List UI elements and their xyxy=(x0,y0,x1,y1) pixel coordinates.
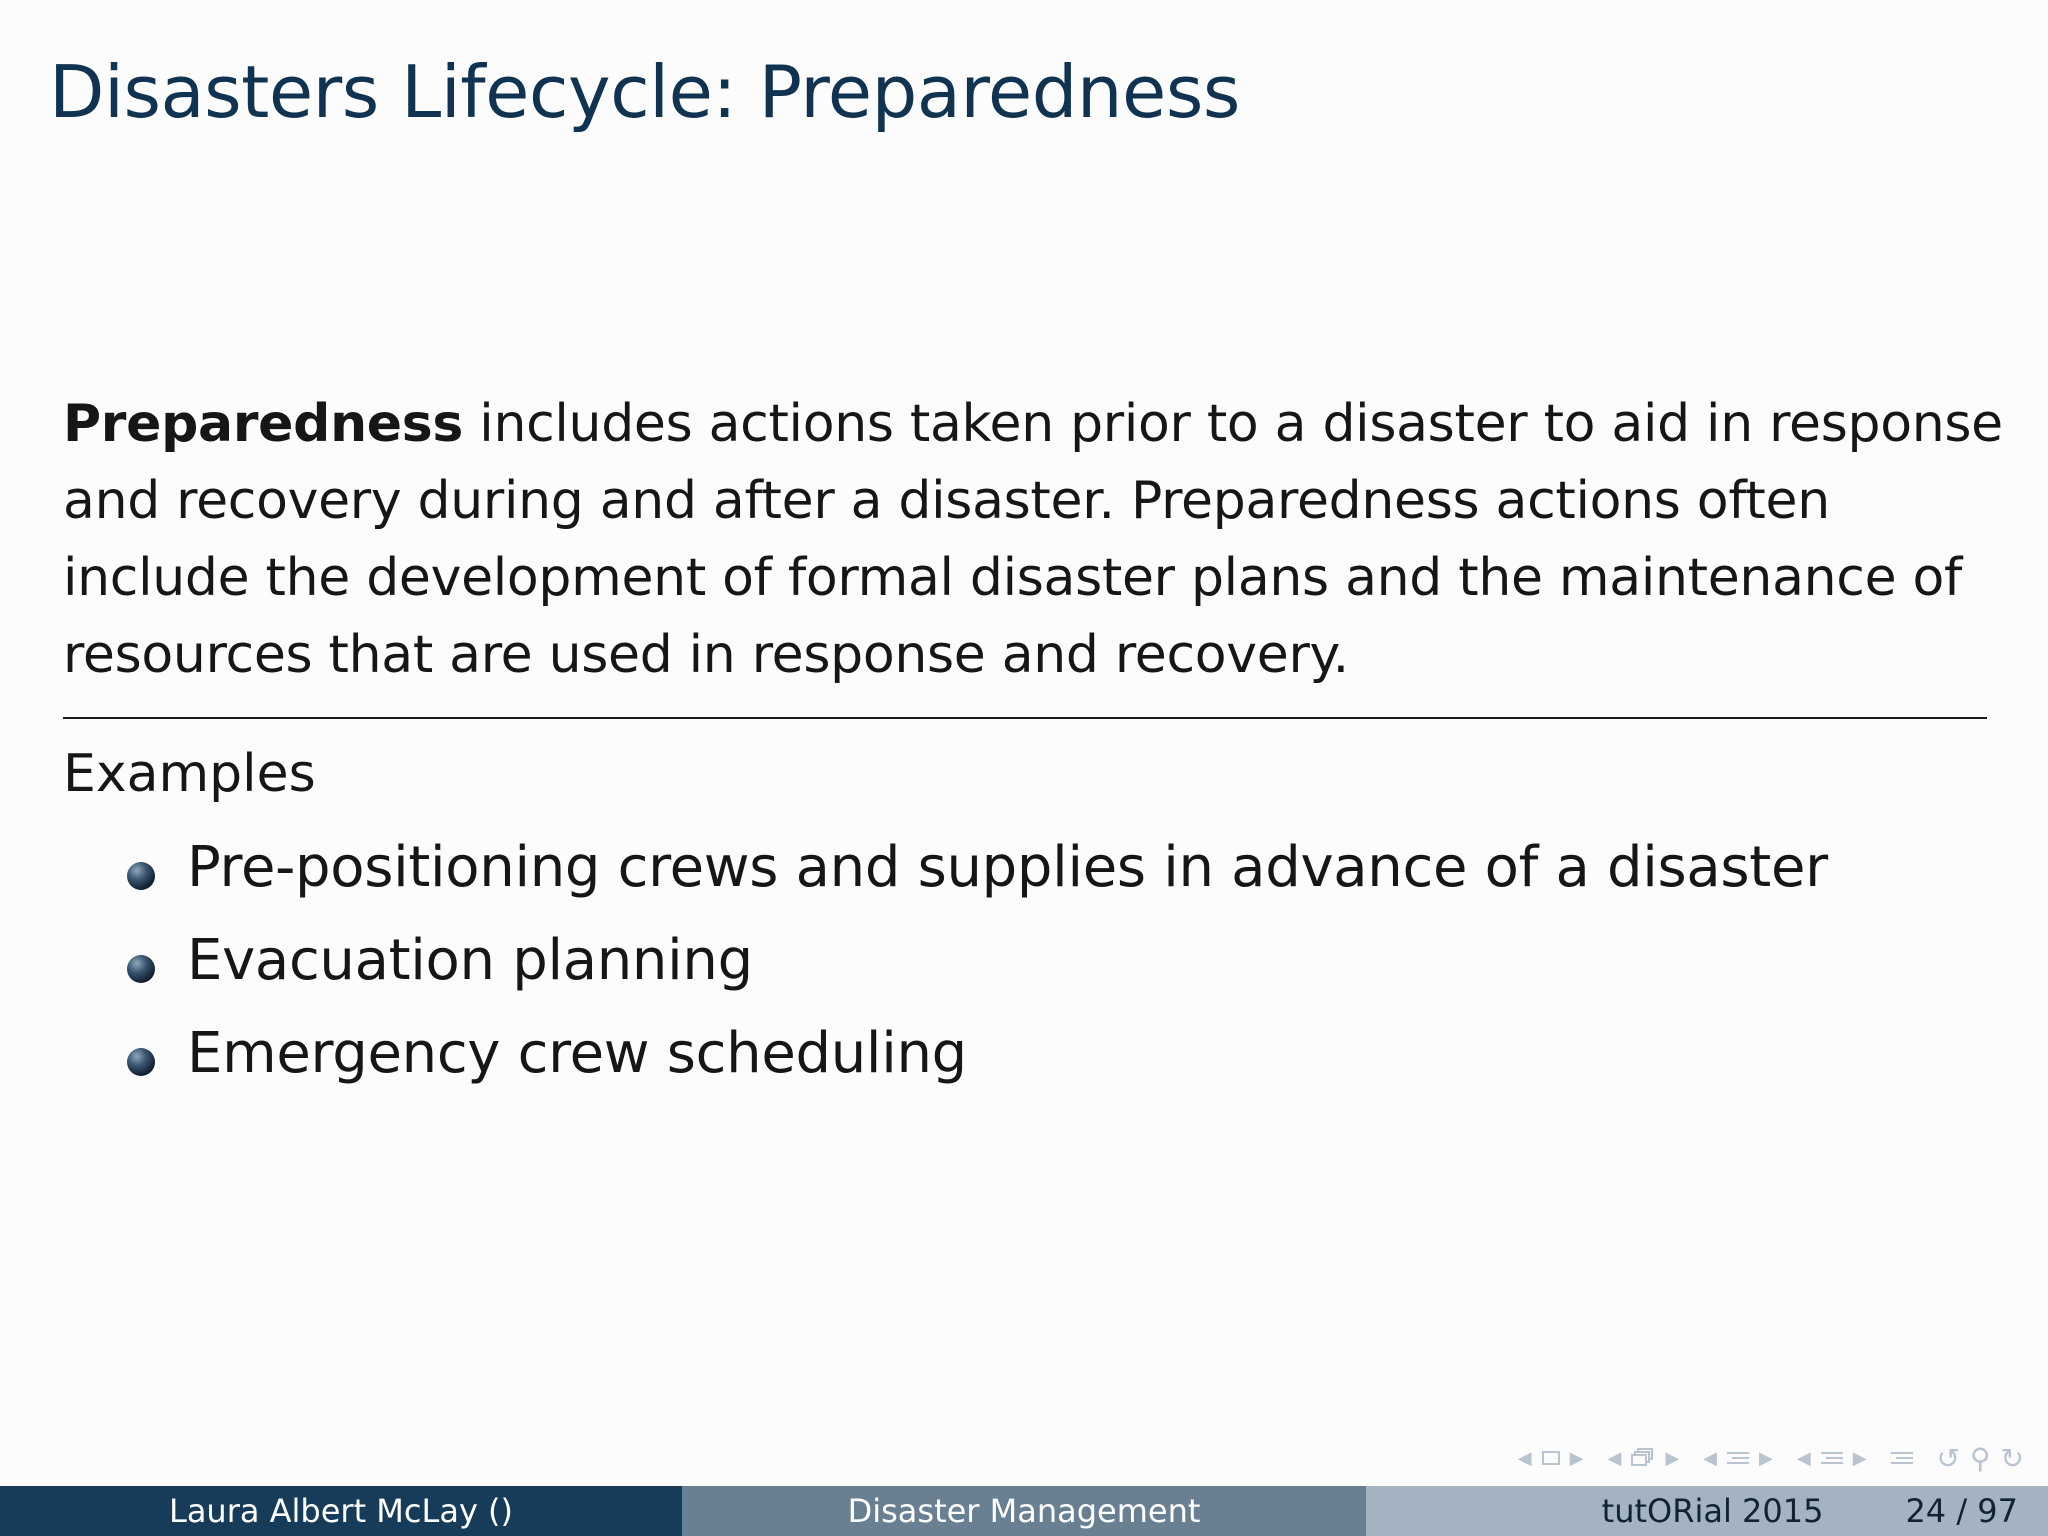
nav-prev-frame-icon[interactable]: ◀ xyxy=(1517,1447,1532,1469)
nav-section-group xyxy=(1797,1448,1867,1469)
nav-subsection-group xyxy=(1703,1448,1773,1469)
navigation-controls xyxy=(1500,1440,2024,1476)
nav-next-subsection-icon[interactable]: ▶ xyxy=(1759,1447,1773,1469)
forward-icon[interactable]: ↻ xyxy=(2000,1441,2024,1475)
footer-right xyxy=(1366,1486,2048,1536)
examples-heading: Examples xyxy=(63,744,316,804)
bullet-icon xyxy=(127,955,155,983)
nav-prev-slide-icon[interactable]: ◀ xyxy=(1607,1447,1622,1469)
list-item-text: Pre-positioning crews and supplies in advance of a disaster xyxy=(187,835,1828,900)
nav-slide-group xyxy=(1607,1448,1679,1469)
definition-term: Preparedness xyxy=(63,394,464,454)
footer-talk-title: Disaster Management xyxy=(682,1486,1366,1536)
slide-stack-icon[interactable] xyxy=(1631,1448,1655,1468)
nav-frame-group xyxy=(1518,1448,1584,1469)
nav-search-group xyxy=(1937,1442,2024,1475)
bullet-icon xyxy=(127,862,155,890)
search-icon[interactable]: ⚲ xyxy=(1970,1441,1991,1475)
section-icon[interactable] xyxy=(1821,1452,1843,1464)
definition-text: includes actions taken prior to a disaster to aid in response and recovery during and after a disaster. Preparedness actions often include the development of formal disaster plans and the maintenance of resources that are used in response and recovery. xyxy=(63,394,2003,685)
bullet-icon xyxy=(127,1048,155,1076)
footer-author: Laura Albert McLay () xyxy=(0,1486,682,1536)
nav-document-group xyxy=(1891,1452,1913,1464)
nav-next-section-icon[interactable]: ▶ xyxy=(1852,1447,1867,1469)
definition-block xyxy=(63,386,2003,694)
list-item-text: Evacuation planning xyxy=(187,928,753,993)
back-icon[interactable]: ↺ xyxy=(1936,1441,1961,1475)
slide-title: Disasters Lifecycle: Preparedness xyxy=(49,50,1240,134)
nav-next-slide-icon[interactable]: ▶ xyxy=(1665,1447,1680,1469)
nav-prev-section-icon[interactable]: ◀ xyxy=(1796,1447,1811,1469)
page-counter: 24 / 97 xyxy=(1905,1492,2018,1530)
nav-prev-subsection-icon[interactable]: ◀ xyxy=(1703,1447,1718,1469)
document-icon[interactable] xyxy=(1891,1452,1913,1464)
nav-next-frame-icon[interactable]: ▶ xyxy=(1569,1447,1584,1469)
subsection-icon[interactable] xyxy=(1727,1452,1749,1464)
list-item-text: Emergency crew scheduling xyxy=(187,1021,967,1086)
footer xyxy=(0,1486,2048,1536)
frame-icon[interactable] xyxy=(1542,1451,1560,1465)
block-divider xyxy=(63,717,1987,719)
footer-event: tutORial 2015 xyxy=(1601,1492,1824,1530)
